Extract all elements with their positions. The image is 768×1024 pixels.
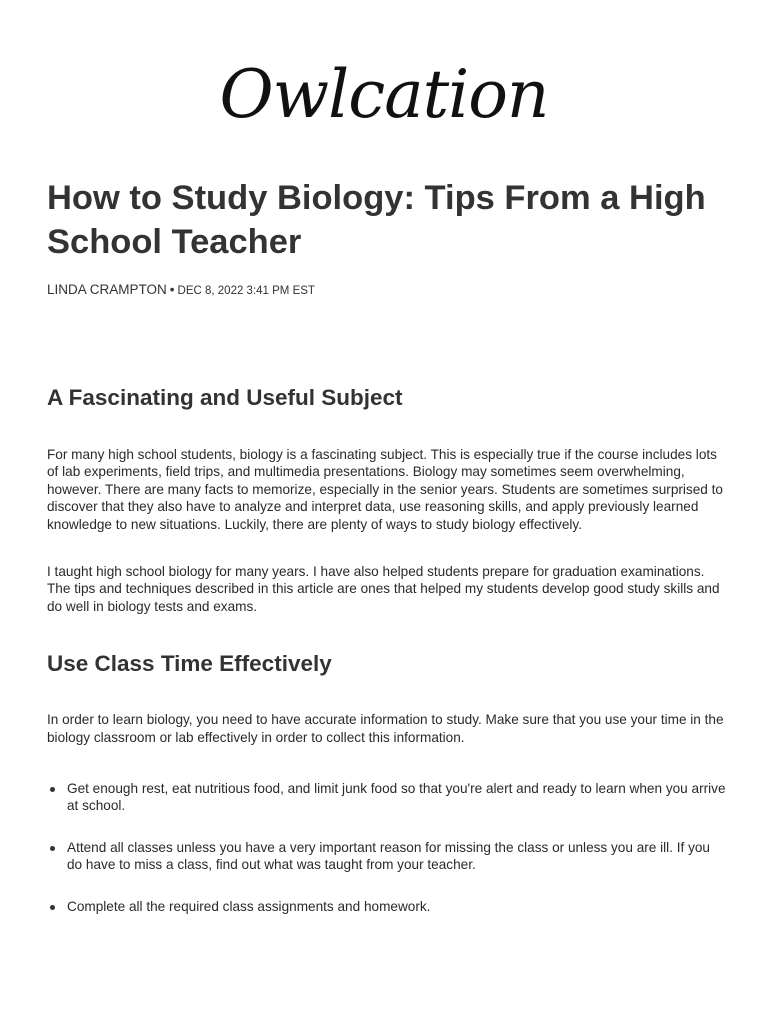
bullet-icon	[50, 846, 55, 851]
list-item-text: Complete all the required class assignments and homework.	[67, 898, 431, 914]
article-title: How to Study Biology: Tips From a High School Teacher	[47, 179, 706, 261]
list-item-text: Get enough rest, eat nutritious food, and limit junk food so that you're alert and ready to learn when you arrive at school.	[67, 781, 726, 814]
list-item-text: Attend all classes unless you have a very important reason for missing the class or unless you are ill. If you do have to miss a class, find out what was taught from your teacher.	[67, 839, 710, 873]
list-item	[47, 780, 727, 815]
list-item	[47, 839, 727, 874]
bullet-icon	[50, 905, 55, 910]
paragraph: I taught high school biology for many years. I have also helped students prepare for graduation examinations. The tips and techniques described in this article are ones that helped my students develop good study skills and do well in biology tests and exams.	[47, 564, 720, 614]
section-heading: A Fascinating and Useful Subject	[47, 385, 403, 410]
paragraph: For many high school students, biology is a fascinating subject. This is especially true if the course includes lots of lab experiments, field trips, and multimedia presentations. Biology may sometimes seem overwhelming, however. There are many facts to memorize, especially in the senior years. Students are sometimes surprised to discover that they also have to analyze and interpret data, use reasoning skills, and apply previously learned knowledge to new situations. Luckily, there are plenty of ways to study biology effectively.	[47, 447, 723, 532]
tips-list	[47, 780, 727, 915]
article	[47, 176, 727, 939]
byline	[47, 280, 727, 301]
byline-separator: •	[169, 282, 175, 297]
bullet-icon	[50, 787, 55, 792]
paragraph: In order to learn biology, you need to have accurate information to study. Make sure that you use your time in the biology classroom or lab effectively in order to collect this information.	[47, 712, 724, 745]
owlcation-logo[interactable]: Owlcation	[219, 56, 549, 133]
list-item	[47, 898, 727, 915]
section-heading: Use Class Time Effectively	[47, 651, 332, 677]
site-header	[0, 56, 768, 133]
author-name[interactable]: LINDA CRAMPTON	[47, 282, 167, 297]
publish-date: DEC 8, 2022 3:41 PM EST	[177, 285, 315, 297]
